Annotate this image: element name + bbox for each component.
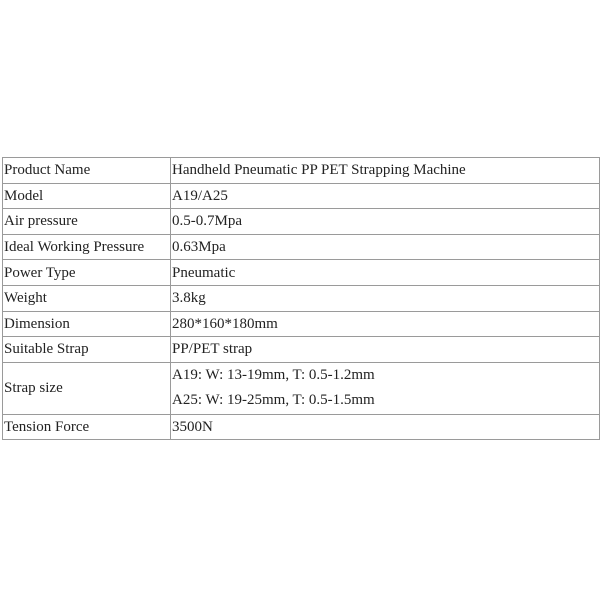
row-label: Suitable Strap <box>3 337 171 363</box>
table-row <box>3 260 600 286</box>
table-row <box>3 311 600 337</box>
row-value-line: A19: W: 13-19mm, T: 0.5-1.2mm <box>172 366 375 383</box>
spec-table <box>2 157 600 440</box>
row-label: Product Name <box>3 158 171 184</box>
table-row <box>3 183 600 209</box>
row-value <box>171 362 600 414</box>
table-row <box>3 209 600 235</box>
row-label: Ideal Working Pressure <box>3 234 171 260</box>
row-value: Handheld Pneumatic PP PET Strapping Machine <box>171 158 600 184</box>
row-value: A19/A25 <box>171 183 600 209</box>
table-row <box>3 362 600 414</box>
table-row <box>3 234 600 260</box>
table-row <box>3 414 600 440</box>
row-value: PP/PET strap <box>171 337 600 363</box>
row-value: Pneumatic <box>171 260 600 286</box>
table-row <box>3 337 600 363</box>
row-label: Weight <box>3 285 171 311</box>
row-label: Model <box>3 183 171 209</box>
row-label: Power Type <box>3 260 171 286</box>
row-label: Dimension <box>3 311 171 337</box>
row-value: 3.8kg <box>171 285 600 311</box>
row-value: 280*160*180mm <box>171 311 600 337</box>
table-row <box>3 285 600 311</box>
row-label: Tension Force <box>3 414 171 440</box>
row-value: 3500N <box>171 414 600 440</box>
row-value: 0.63Mpa <box>171 234 600 260</box>
row-label: Air pressure <box>3 209 171 235</box>
row-value: 0.5-0.7Mpa <box>171 209 600 235</box>
table-row <box>3 158 600 184</box>
row-label: Strap size <box>3 362 171 414</box>
row-value-line: A25: W: 19-25mm, T: 0.5-1.5mm <box>172 392 375 409</box>
